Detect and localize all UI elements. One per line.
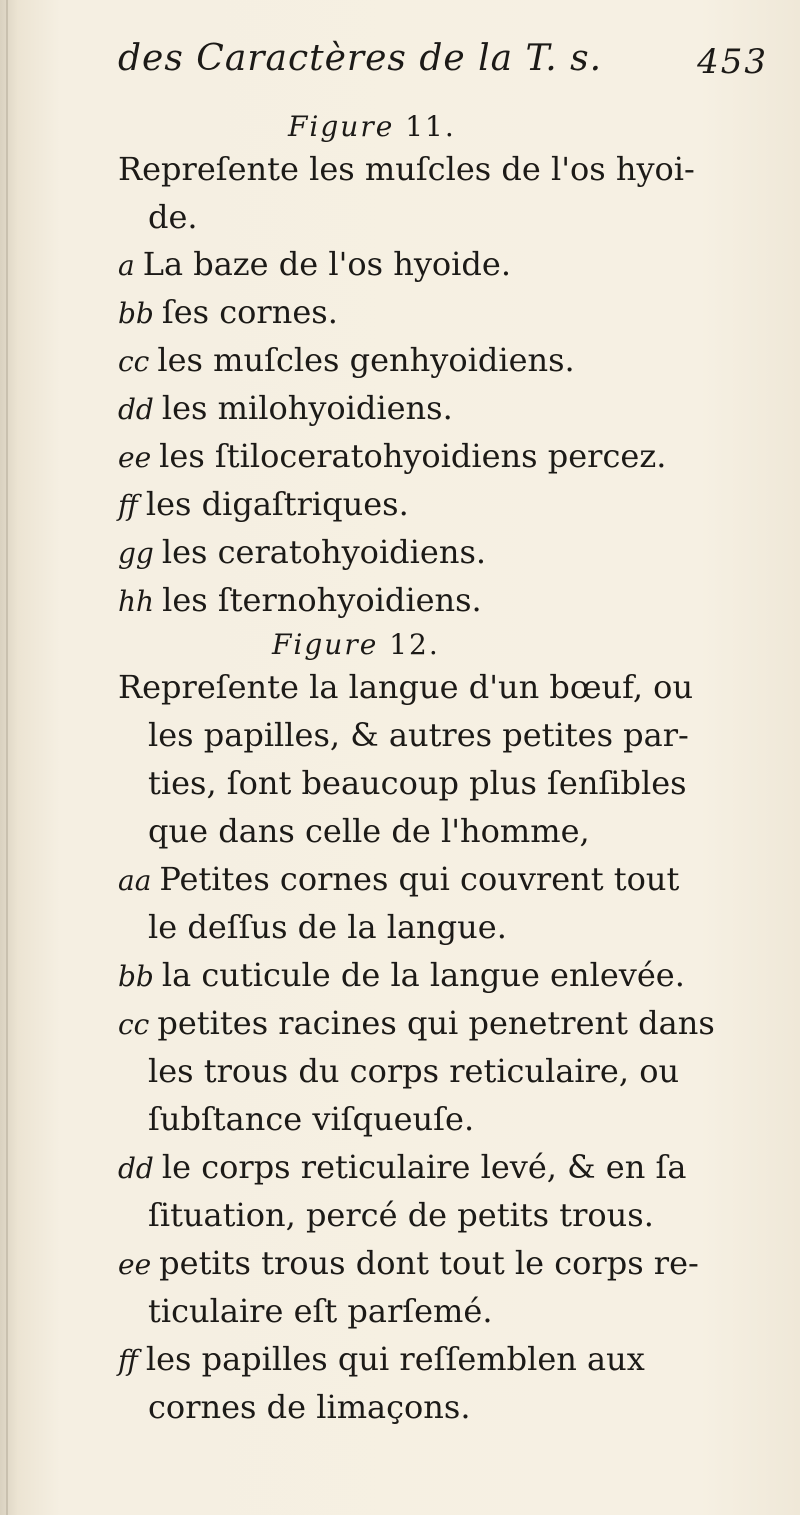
- page-header: [118, 38, 768, 98]
- figure-12-item-continuation: les trous du corps reticulaire, ou: [148, 1052, 680, 1090]
- item-text: ſes cornes.: [161, 293, 338, 331]
- figure-12-item: [118, 1340, 645, 1378]
- item-text: la cuticule de la langue enlevée.: [161, 956, 685, 994]
- figure-12-item-continuation: cornes de limaçons.: [148, 1388, 471, 1426]
- running-head: des Caractères de la T. s.: [118, 38, 603, 79]
- figure-12-intro-line: Repreſente la langue d'un bœuf, ou: [118, 668, 694, 706]
- item-key: cc: [118, 345, 150, 378]
- figure-11-item: [118, 341, 575, 379]
- figure-12-item: [118, 1244, 699, 1282]
- item-key: aa: [118, 864, 152, 897]
- figure-12-item-continuation: le deſſus de la langue.: [148, 908, 507, 946]
- item-text: le corps reticulaire levé, & en ſa: [161, 1148, 687, 1186]
- figure-12-item-continuation: ſituation, percé de petits trous.: [148, 1196, 654, 1234]
- item-text: les digaſtriques.: [145, 485, 409, 523]
- item-text: Petites cornes qui couvrent tout: [159, 860, 680, 898]
- item-text: petites racines qui penetrent dans: [157, 1004, 715, 1042]
- item-key: gg: [118, 537, 154, 570]
- figure-11-intro-line-2: de.: [148, 198, 198, 236]
- item-key: dd: [118, 1152, 154, 1185]
- figure-12-item-continuation: ſubſtance viſqueuſe.: [148, 1100, 475, 1138]
- figure-12-item: [118, 1004, 715, 1042]
- figure-12-item-continuation: ticulaire eſt parſemé.: [148, 1292, 493, 1330]
- page-gutter: [6, 0, 8, 1515]
- item-text: les milohyoidiens.: [161, 389, 453, 427]
- item-key: ff: [118, 489, 138, 522]
- figure-12-intro-line: les papilles, & autres petites par-: [148, 716, 689, 754]
- figure-11-item: [118, 485, 409, 523]
- item-text: petits trous dont tout le corps re-: [159, 1244, 699, 1282]
- figure-12-label: Figure: [272, 628, 379, 661]
- figure-11-item: [118, 245, 511, 283]
- item-key: bb: [118, 960, 154, 993]
- item-key: dd: [118, 393, 154, 426]
- figure-11-item: [118, 533, 486, 571]
- item-text: les papilles qui reſſemblen aux: [145, 1340, 645, 1378]
- item-key: bb: [118, 297, 154, 330]
- figure-12-item: [118, 1148, 686, 1186]
- item-text: les muſcles genhyoidiens.: [157, 341, 575, 379]
- figure-12-number: 12.: [389, 628, 440, 661]
- figure-11-title: [288, 110, 456, 143]
- figure-11-intro-line-1: Repreſente les muſcles de l'os hyoi-: [118, 150, 695, 188]
- item-text: les ſternohyoidiens.: [162, 581, 482, 619]
- item-text: les ceratohyoidiens.: [161, 533, 487, 571]
- item-key: a: [118, 249, 135, 282]
- figure-11-label: Figure: [288, 110, 395, 143]
- item-key: cc: [118, 1008, 150, 1041]
- item-text: les ſtiloceratohyoidiens percez.: [159, 437, 667, 475]
- figure-12-item: [118, 860, 679, 898]
- figure-11-item: [118, 293, 338, 331]
- item-text: La baze de l'os hyoide.: [142, 245, 511, 283]
- figure-11-item: [118, 437, 666, 475]
- figure-12-intro-line: ties, ſont beaucoup plus ſenſibles: [148, 764, 687, 802]
- item-key: hh: [118, 585, 155, 618]
- item-key: ee: [118, 1248, 152, 1281]
- figure-11-number: 11.: [405, 110, 456, 143]
- figure-11-item: [118, 581, 482, 619]
- figure-11-item: [118, 389, 453, 427]
- item-key: ff: [118, 1344, 138, 1377]
- page-number: 453: [697, 42, 768, 82]
- figure-12-title: [272, 628, 440, 661]
- figure-12-item: [118, 956, 685, 994]
- item-key: ee: [118, 441, 152, 474]
- figure-12-intro-line: que dans celle de l'homme,: [148, 812, 590, 850]
